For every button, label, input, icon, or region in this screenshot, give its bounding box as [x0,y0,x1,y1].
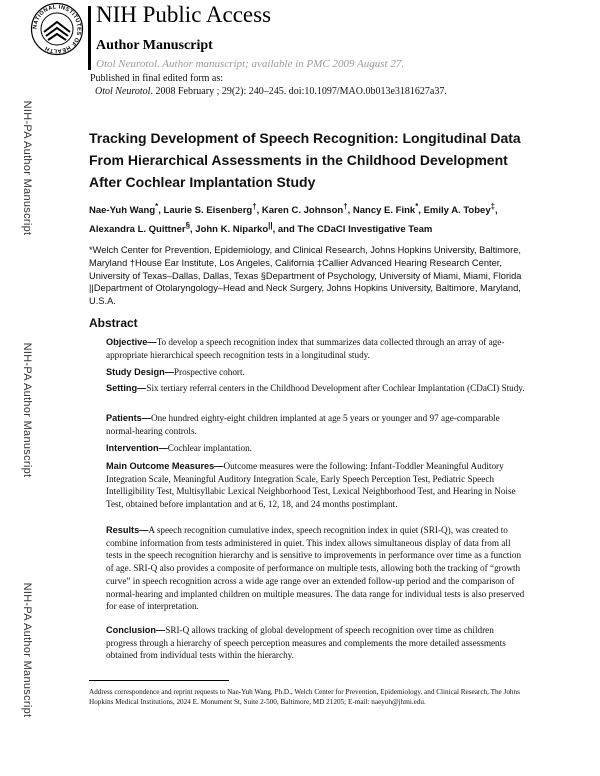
footnote-rule [89,680,229,681]
journal-name: Otol Neurotol [95,86,151,97]
author: John K. Niparko||, and [195,221,298,236]
author: Laurie S. Eisenberg†, [163,202,262,217]
published-label: Published in final edited form as: [90,73,224,84]
citation [95,86,447,97]
side-watermark-1: NIH-PA Author Manuscript [21,100,33,236]
correspondence-footnote: Address correspondence and reprint requests to Nae-Yuh Wang, Ph.D., Welch Center for Prevention, Epidemiology, and Clinical Research, The Johns Hopkins Medical Institutions, 2024 E. Monument St, Suite 2-500, Baltimore, MD 21205; E-mail: naeyuh@jhmi.edu. [89,688,520,706]
article-title: Tracking Development of Speech Recognition: Longitudinal Data From Hierarchical Assessments in the Childhood Development After Cochlear Implantation Study [89,130,521,190]
author: The CDaCI Investigative Team [297,224,433,236]
abstract-intervention: Intervention—Cochlear implantation. [106,443,252,453]
author: Nae-Yuh Wang*, [89,202,164,217]
header-subtitle: Author Manuscript [96,38,213,53]
author: Nancy E. Fink*, [352,202,424,217]
abstract-objective: Objective—To develop a speech recognition index that summarizes data collected through an array of age-appropriate hierarchical speech recognition tests in a longitudinal study. [106,337,505,360]
citation-details: . 2008 February ; 29(2): 240–245. doi:10.1097/MAO.0b013e3181627a37. [150,86,447,97]
author: Karen C. Johnson†, [261,202,353,217]
side-watermark-3: NIH-PA Author Manuscript [21,582,33,718]
affiliations: *Welch Center for Prevention, Epidemiology, and Clinical Research, Johns Hopkins University, Baltimore, Maryland †House Ear Institute, Los Angeles, California ‡Callier Advanced Hearing Research Center, University of Texas–Dallas, Dallas, Texas §Department of Psychology, University of Miami, Miami, Florida ||Department of Otolaryngology–Head and Neck Surgery, Johns Hopkins University, Baltimore, Maryland, U.S.A. [89,245,522,307]
header-title: NIH Public Access [96,2,272,27]
abstract-setting: Setting—Six tertiary referral centers in the Childhood Development after Cochlear Implantation (CDaCI) Study. [106,383,525,393]
abstract-conclusion: Conclusion—SRI-Q allows tracking of global development of speech recognition over time as children progress through a hierarchy of speech perception measures and complements the more detailed assessments obtained from individual tests within the hierarchy. [106,625,506,661]
header-divider [88,6,91,70]
abstract-results: Results—A speech recognition cumulative index, speech recognition index in quiet (SRI-Q), was created to combine information from tests administered in quiet. This index allows simultaneous display of data from all tests in the speech recognition hierarchy and is sensitive to improvements in performance over time as a function of age. SRI-Q also provides a composite of performance on multiple tests, allowing both the tracking of “growth curve” in speech recognition across a wide age range over an extended follow-up period and the comparison of normal-hearing and implanted children on multiple measures. The data range for individual tests is also preserved for ease of interpretation. [106,525,525,612]
abstract-patients: Patients—One hundred eighty-eight children implanted at age 5 years or younger and 97 age-comparable normal-hearing controls. [106,413,500,436]
abstract-main-outcome: Main Outcome Measures—Outcome measures were the following: Infant-Toddler Meaningful Auditory Integration Scale, Meaningful Auditory Integration Scale, Early Speech Perception Test, Pediatric Speech Intelligibility Test, Multisyllabic Lexical Neighborhood Test, Lexical Neighborhood Test, and Hearing in Noise Test, obtained before implantation and at 6, 12, 18, and 24 months postimplant. [106,461,516,510]
availability-note: Otol Neurotol. Author manuscript; available in PMC 2009 August 27. [96,58,405,70]
author-list [89,199,529,237]
side-watermark-2: NIH-PA Author Manuscript [21,342,33,478]
author: Emily A. Tobey‡, [423,202,498,217]
author: Alexandra L. Quittner§, [89,221,196,236]
nih-logo [30,2,84,56]
logo-ring-text: NATIONAL INSTITUTES OF HEALTH [32,4,82,54]
abstract-study-design: Study Design—Prospective cohort. [106,367,245,377]
abstract-heading: Abstract [89,316,138,330]
